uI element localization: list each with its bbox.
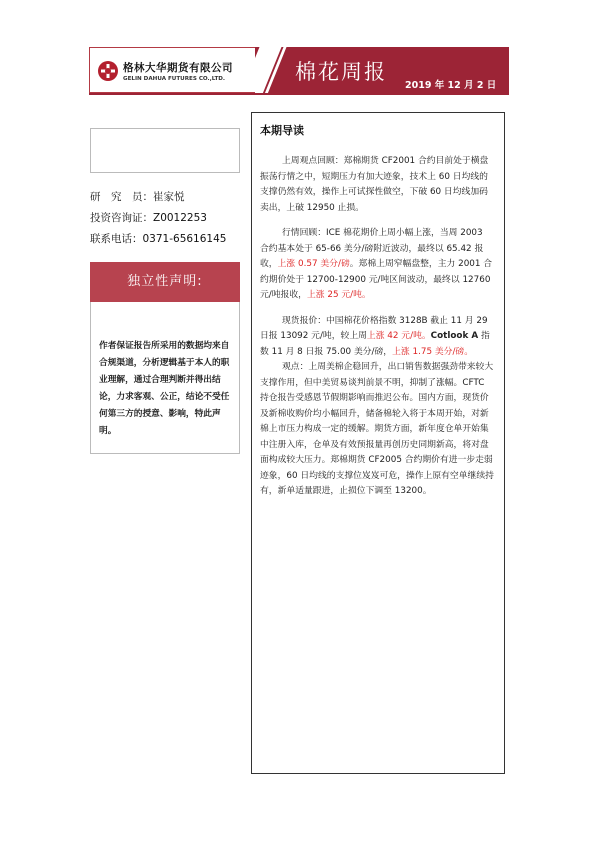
report-date: 2019 年 12 月 2 日 [405, 80, 497, 91]
ice-change: 上涨 0.57 美分/磅 [277, 259, 350, 269]
report-header [89, 47, 509, 99]
analyst-phone: 联系电话：0371-65616145 [90, 233, 227, 245]
cotlook-change: 上涨 1.75 美分/磅。 [392, 346, 474, 357]
previous-view-paragraph: 上周观点回顾：郑棉期货 CF2001 合约目前处于横盘振荡行情之中，短期压力有加大迹象，技术上 60 日均线的支撑仍然有效，操作上可试探性做空，下破 60 日均线加码卖出，上破 12950 止损。 [260, 156, 489, 213]
company-logo-icon [97, 60, 119, 82]
sidebar-top-box [90, 128, 240, 173]
main-content [251, 112, 505, 774]
cotlook-label: Cotlook A [430, 331, 479, 341]
index-3128b-change: 上涨 42 元/吨。 [366, 331, 431, 341]
spot-price-text: 现货报价：中国棉花价格指数 3128B 截止 11 月 29 日报 13092 元/吨，较上周 [260, 315, 488, 341]
outlook-paragraph: 观点：上周美棉企稳回升，出口销售数据强劲带来较大支撑作用，但中美贸易谈判前景不明，抑制了涨幅。CFTC 持仓报告受感恩节假期影响而推迟公布。国内方面，现货价及新棉收购价均小幅回升，储备棉轮入将于本周开始，对新棉上市压力构成一定的缓解。期货方面，新年度仓单开始集中注册入库，仓单及有效预报量再创历史同期新高，将对盘面构成较大压力。郑棉期货 CF2005 合约期价有进一步走弱迹象，60 日均线的支撑位岌岌可危，操作上原有空单继续持有，新单适量跟进，止损位下调至 13200。 [260, 362, 494, 496]
declaration-title: 独立性声明: [90, 262, 240, 302]
header-rule [89, 93, 509, 95]
title-banner [255, 47, 509, 93]
market-review-paragraph [260, 226, 494, 304]
company-name-cn: 格林大华期货有限公司 [123, 62, 233, 74]
company-logo [89, 47, 261, 93]
market-review-text: 行情回顾：ICE 棉花期价上周小幅上涨，当周 2003 合约基本处于 65-66 美分/磅附近波动，最终以 65.42 报收， [260, 228, 484, 269]
spot-price-text-2: 指数 11 月 8 日报 75.00 美分/磅， [260, 331, 490, 357]
report-title: 棉花周报 [295, 60, 387, 84]
analyst-info [90, 187, 240, 250]
section-title: 本期导读 [260, 124, 304, 137]
market-review-text-2: 。郑棉上周窄幅盘整，主力 2001 合约期价处于 12700-12900 元/吨区间波动，最终以 12760 元/吨报收， [260, 259, 493, 300]
company-name-en: GELIN DAHUA FUTURES CO.,LTD. [123, 76, 226, 82]
spot-price-paragraph [260, 314, 494, 361]
left-sidebar [90, 128, 240, 250]
analyst-license: 投资咨询证：Z0012253 [90, 212, 207, 224]
declaration-body: 作者保证报告所采用的数据均来自合规渠道，分析逻辑基于本人的职业理解，通过合理判断并得出结论，力求客观、公正，结论不受任何第三方的授意、影响，特此声明。 [90, 302, 240, 454]
analyst-researcher: 研 究 员：崔家悦 [90, 191, 185, 203]
zce-change: 上涨 25 元/吨。 [306, 290, 371, 300]
